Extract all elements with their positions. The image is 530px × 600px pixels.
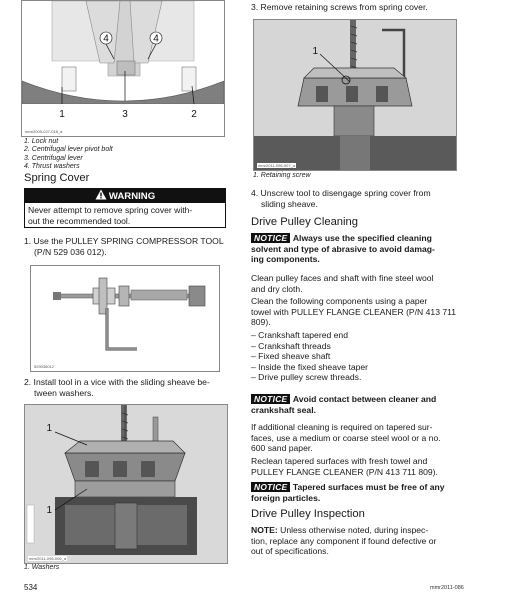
step-3: 3. Remove retaining screws from spring cover. <box>251 2 428 12</box>
spring-cover-heading: Spring Cover <box>24 172 90 184</box>
legend-item: 3. Centrifugal lever <box>24 154 83 162</box>
page-number: 534 <box>24 583 38 592</box>
figure-legend: 1. Retaining screw <box>253 172 311 179</box>
notice-tapered-surfaces: NOTICE Tapered surfaces must be free of any foreign particles. <box>251 482 445 503</box>
figure-legend <box>24 138 113 171</box>
figure-code: mmr2009-027-018_a <box>25 129 63 134</box>
callout-4a: 4 <box>103 33 109 45</box>
warning-triangle-icon <box>95 189 107 200</box>
retaining-screws-illustration <box>254 20 456 170</box>
step-1: 1. Use the PULLEY SPRING COMPRESSOR TOOL (P/N 529 036 012). <box>24 236 224 257</box>
legend-item: 2. Centrifugal lever pivot bolt <box>24 146 113 154</box>
drive-pulley-illustration <box>22 1 224 136</box>
note-label: NOTE: <box>251 525 278 535</box>
drive-pulley-inspection-heading: Drive Pulley Inspection <box>251 508 365 520</box>
legend-item: 1. Lock nut <box>24 138 59 145</box>
drive-pulley-cleaning-heading: Drive Pulley Cleaning <box>251 216 358 228</box>
tool-code: 529036012 <box>34 364 55 369</box>
notice-crankshaft-seal: NOTICE Avoid contact between cleaner and crankshaft seal. <box>251 394 437 415</box>
spring-compressor-tool-figure <box>30 265 220 372</box>
retaining-screws-figure <box>253 19 457 171</box>
notice-solvent: NOTICE Always use the specified cleaning solvent and type of abrasive to avoid damag- ing components. <box>251 233 435 265</box>
cleaning-paragraph-4: Reclean tapered surfaces with fresh towel and PULLEY FLANGE CLEANER (P/N 413 711 809). <box>251 456 438 477</box>
figure-code: mmr2011-096-006_a <box>29 556 67 561</box>
cleaning-paragraph-3: If additional cleaning is required on tapered sur- faces, use a medium or coarse steel wool or a no. 600 sand paper. <box>251 422 441 454</box>
compressor-tool-illustration <box>31 266 219 371</box>
list-item: – Crankshaft threads <box>251 340 331 351</box>
list-item: – Drive pulley screw threads. <box>251 372 362 383</box>
callout-2: 2 <box>191 109 197 120</box>
cleaning-paragraph-1: Clean pulley faces and shaft with fine steel wool and dry cloth. <box>251 273 434 294</box>
step-4: 4. Unscrew tool to disengage spring cover from sliding sheave. <box>251 188 431 209</box>
figure-legend: 1. Washers <box>24 564 60 571</box>
tool-in-vice-figure <box>24 404 228 564</box>
vice-illustration <box>25 405 227 563</box>
callout-4b: 4 <box>153 33 159 45</box>
legend-item: 4. Thrust washers <box>24 162 80 170</box>
drive-pulley-levers-figure <box>21 0 225 137</box>
inspection-note: NOTE: Unless otherwise noted, during inspec- tion, replace any component if found defective or out of specifications. <box>251 525 437 557</box>
warning-header <box>25 189 225 203</box>
list-item: – Crankshaft tapered end <box>251 330 348 340</box>
warning-text: Never attempt to remove spring cover with- out the recommended tool. <box>28 205 193 226</box>
notice-label: NOTICE <box>251 394 290 404</box>
warning-title: WARNING <box>108 191 156 202</box>
warning-box <box>24 188 226 228</box>
notice-label: NOTICE <box>251 233 290 243</box>
cleaning-paragraph-2: Clean the following components using a paper towel with PULLEY FLANGE CLEANER (P/N 413 711 809). <box>251 296 457 328</box>
step-2: 2. Install tool in a vice with the sliding sheave be- tween washers. <box>24 377 210 398</box>
document-code: mmr2011-086 <box>430 585 464 591</box>
callout-1: 1 <box>59 109 65 120</box>
callout-3: 3 <box>122 109 128 120</box>
callout-1b: 1 <box>46 505 52 516</box>
list-item: – Fixed sheave shaft <box>251 351 331 362</box>
notice-label: NOTICE <box>251 482 290 492</box>
figure-code: mmr2011-096-007_a <box>258 163 296 168</box>
list-item: – Inside the fixed sheave taper <box>251 361 369 372</box>
callout-1a: 1 <box>46 423 52 434</box>
callout-1: 1 <box>312 46 318 57</box>
cleaning-component-list <box>251 330 368 383</box>
